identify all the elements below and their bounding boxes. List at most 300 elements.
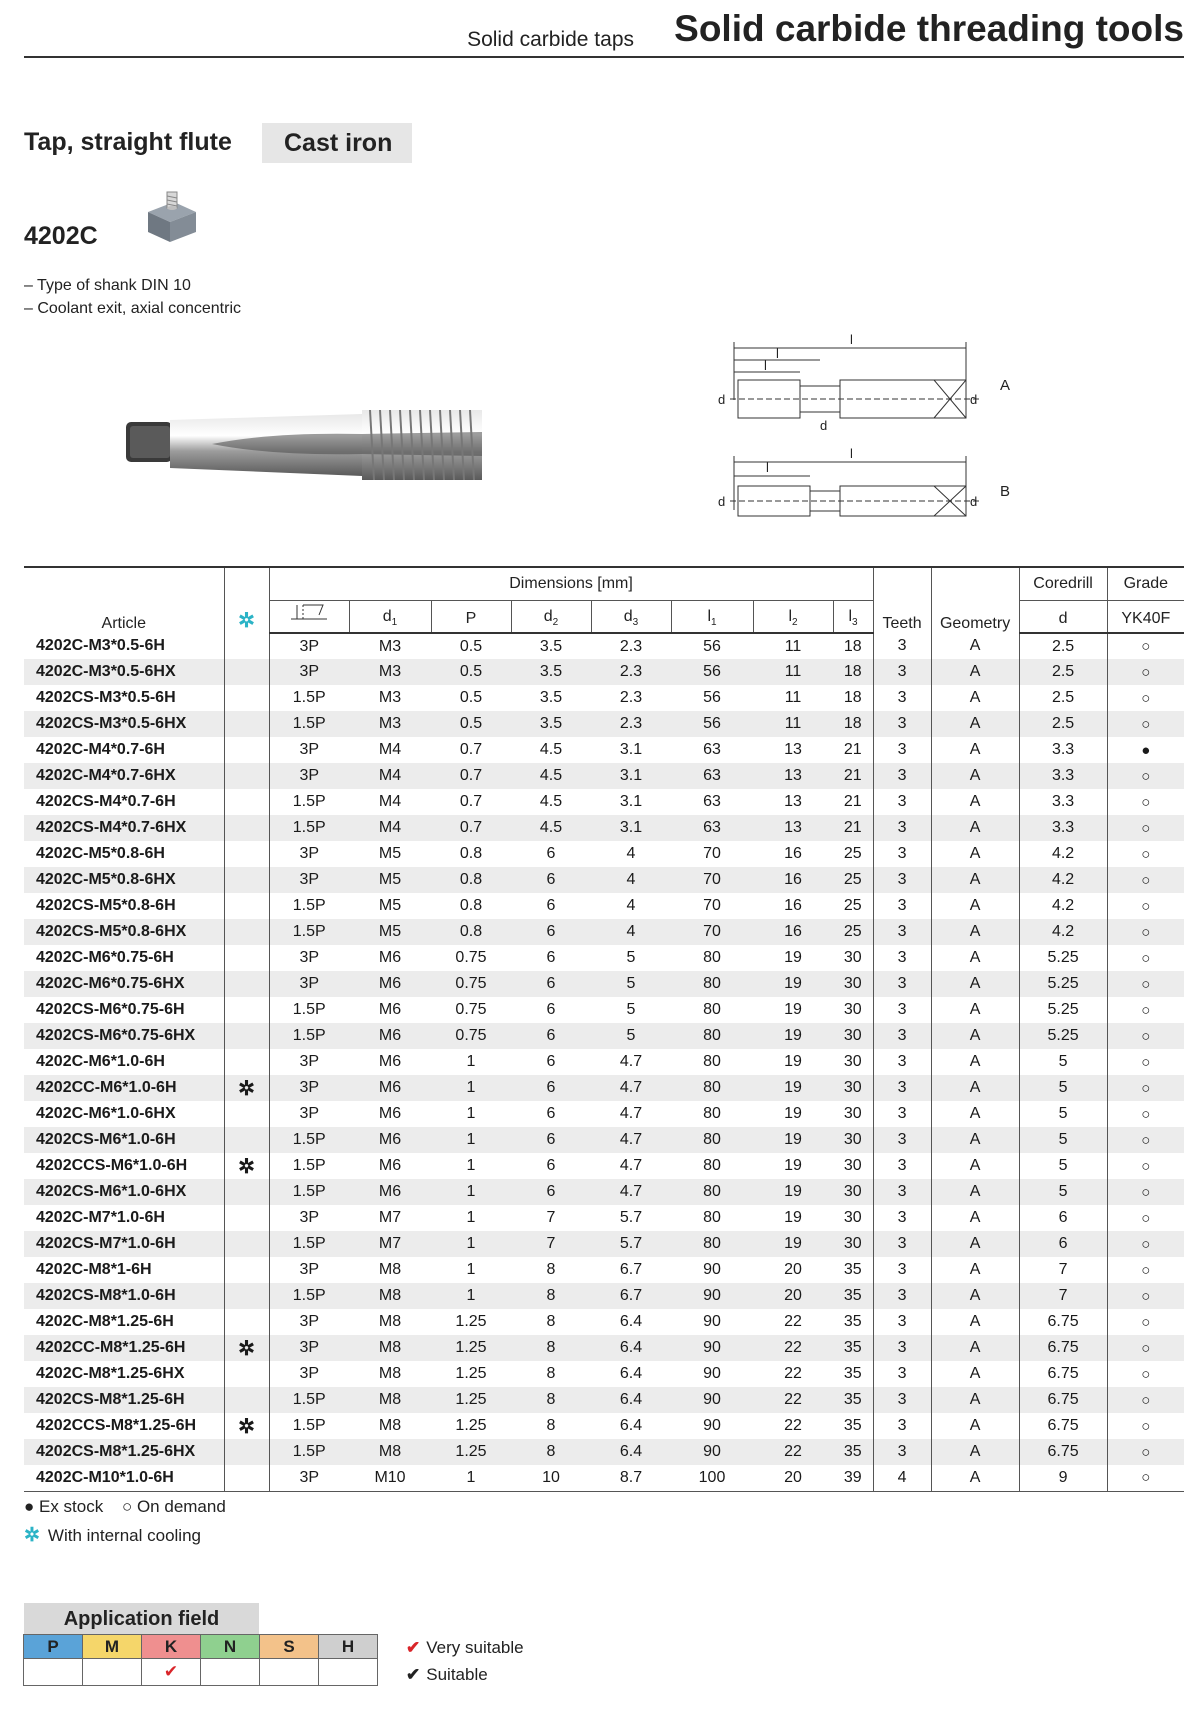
cell-d3: 6.7 <box>619 1261 643 1278</box>
cell-d2: 8 <box>546 1339 556 1356</box>
feature-list <box>24 274 241 320</box>
feature-item: – Type of shank DIN 10 <box>24 277 191 294</box>
cell-l3: 35 <box>843 1287 862 1304</box>
cell-l3: 30 <box>843 1131 862 1148</box>
cell-l2: 19 <box>784 1105 802 1122</box>
cell-l2: 22 <box>784 1365 802 1382</box>
cell-teeth: 3 <box>873 685 931 711</box>
cell-cool: ✲ <box>224 1335 269 1361</box>
cell-d2: 6 <box>546 1131 556 1148</box>
cooling-legend <box>24 1524 201 1547</box>
cell-l1: 80 <box>703 949 721 966</box>
cell-l3: 30 <box>843 1105 862 1122</box>
cell-coredrill: 6.75 <box>1019 1387 1107 1413</box>
cell-chamfer: 1.5P <box>269 997 349 1023</box>
cell-geometry: A <box>931 1335 1019 1361</box>
very-suitable-text: Very suitable <box>426 1638 524 1657</box>
cell-p: 0.75 <box>455 975 487 992</box>
cell-coredrill: 5 <box>1019 1075 1107 1101</box>
col-cooling <box>224 567 269 633</box>
cell-l2: 22 <box>784 1339 802 1356</box>
table-row <box>24 971 1184 997</box>
table-row <box>24 1413 1184 1439</box>
cell-grade: ○ <box>1107 1127 1184 1153</box>
cell-article: 4202CC-M6*1.0-6H <box>36 1079 177 1096</box>
material-tag: Cast iron <box>262 123 412 163</box>
cell-l3: 21 <box>843 793 862 810</box>
cell-l3: 18 <box>843 637 862 655</box>
very-suitable-legend <box>406 1638 524 1658</box>
cell-d1: M10 <box>374 1468 406 1486</box>
cell-p: 1 <box>466 1053 476 1070</box>
cell-grade: ○ <box>1107 633 1184 659</box>
cell-grade: ○ <box>1107 1101 1184 1127</box>
cell-cool <box>224 1361 269 1387</box>
cell-d2: 3.5 <box>539 715 563 732</box>
cell-d2: 8 <box>546 1261 556 1278</box>
cell-d2: 6 <box>546 1027 556 1044</box>
cell-geometry: A <box>931 1283 1019 1309</box>
section-title: Tap, straight flute <box>24 128 232 156</box>
dim-l1-b-label: l <box>850 446 853 461</box>
cell-teeth: 3 <box>873 919 931 945</box>
cell-cool <box>224 997 269 1023</box>
cell-l2: 11 <box>784 663 802 680</box>
cell-l3: 25 <box>843 923 862 940</box>
cell-d1: M6 <box>378 1183 402 1200</box>
cell-coredrill: 5.25 <box>1019 945 1107 971</box>
cell-article: 4202C-M8*1.25-6H <box>36 1313 174 1330</box>
cell-chamfer: 1.5P <box>269 1153 349 1179</box>
cell-grade: ○ <box>1107 1153 1184 1179</box>
cell-l3: 35 <box>843 1313 862 1330</box>
cell-geometry: A <box>931 997 1019 1023</box>
cell-chamfer: 1.5P <box>269 789 349 815</box>
cell-coredrill: 6.75 <box>1019 1361 1107 1387</box>
cell-l1: 56 <box>703 637 721 655</box>
cell-geometry: A <box>931 1309 1019 1335</box>
cell-l1: 63 <box>703 793 721 810</box>
cell-geometry: A <box>931 1049 1019 1075</box>
table-row <box>24 815 1184 841</box>
dim-l2-label: l <box>764 358 767 373</box>
table-row <box>24 945 1184 971</box>
cell-teeth: 3 <box>873 737 931 763</box>
cell-l2: 16 <box>784 923 802 940</box>
table-row <box>24 893 1184 919</box>
cell-d1: M3 <box>378 637 402 655</box>
cell-article: 4202C-M8*1.25-6HX <box>36 1365 185 1382</box>
cell-cool <box>224 1127 269 1153</box>
cell-cool <box>224 1439 269 1465</box>
cell-cool <box>224 737 269 763</box>
cell-geometry: A <box>931 841 1019 867</box>
cell-l1: 70 <box>703 897 721 914</box>
col-d2: $d_2$ <box>511 600 591 633</box>
cell-d3: 3.1 <box>619 767 643 784</box>
cell-l3: 35 <box>843 1339 862 1356</box>
cell-grade: ○ <box>1107 971 1184 997</box>
table-row <box>24 1361 1184 1387</box>
cell-teeth: 3 <box>873 867 931 893</box>
cell-geometry: A <box>931 1205 1019 1231</box>
cell-coredrill: 6 <box>1019 1231 1107 1257</box>
cell-d2: 6 <box>546 1001 556 1018</box>
cell-l3: 30 <box>843 1027 862 1044</box>
cell-coredrill: 5.25 <box>1019 971 1107 997</box>
cell-d2: 6 <box>546 949 556 966</box>
dim-l3-label: l <box>776 346 779 361</box>
cell-article: 4202C-M6*0.75-6H <box>36 949 174 966</box>
cell-l2: 19 <box>784 1183 802 1200</box>
cell-l2: 20 <box>784 1287 802 1304</box>
cell-chamfer: 3P <box>269 841 349 867</box>
cell-coredrill: 6.75 <box>1019 1413 1107 1439</box>
cell-article: 4202C-M7*1.0-6H <box>36 1209 165 1226</box>
cell-d1: M8 <box>378 1261 402 1278</box>
cell-teeth: 3 <box>873 1205 931 1231</box>
table-row <box>24 997 1184 1023</box>
cell-grade: ○ <box>1107 1231 1184 1257</box>
table-row <box>24 711 1184 737</box>
cell-article: 4202C-M6*1.0-6H <box>36 1053 165 1070</box>
cell-d1: M6 <box>378 1001 402 1018</box>
cell-l1: 90 <box>703 1313 721 1330</box>
cell-l1: 90 <box>703 1287 721 1304</box>
cell-l3: 35 <box>843 1443 862 1460</box>
table-row <box>24 685 1184 711</box>
cell-teeth: 4 <box>873 1465 931 1491</box>
cell-grade: ○ <box>1107 1361 1184 1387</box>
cell-l2: 20 <box>784 1261 802 1278</box>
cell-cool <box>224 1231 269 1257</box>
cell-d1: M7 <box>378 1209 402 1226</box>
cell-l2: 22 <box>784 1313 802 1330</box>
cell-d3: 6.4 <box>619 1339 643 1356</box>
cell-article: 4202C-M5*0.8-6H <box>36 845 165 862</box>
cell-p: 0.75 <box>455 949 487 966</box>
cell-l1: 80 <box>703 975 721 992</box>
material-group-k: K <box>141 1634 201 1659</box>
cell-teeth: 3 <box>873 997 931 1023</box>
cell-d3: 5.7 <box>619 1235 643 1252</box>
cell-coredrill: 2.5 <box>1019 659 1107 685</box>
product-table <box>24 566 1184 1492</box>
cell-geometry: A <box>931 1439 1019 1465</box>
cell-chamfer: 1.5P <box>269 919 349 945</box>
cell-teeth: 3 <box>873 1283 931 1309</box>
cell-chamfer: 1.5P <box>269 1023 349 1049</box>
cell-d1: M4 <box>378 819 402 836</box>
suitability-n <box>200 1658 260 1686</box>
cell-l3: 18 <box>843 715 862 732</box>
cell-d1: M4 <box>378 793 402 810</box>
cell-d1: M6 <box>378 1053 402 1070</box>
dimension-drawing <box>700 330 1040 540</box>
cell-teeth: 3 <box>873 971 931 997</box>
cell-l1: 63 <box>703 767 721 784</box>
cell-coredrill: 6.75 <box>1019 1335 1107 1361</box>
col-coredrill-d: d <box>1019 600 1107 633</box>
cell-article: 4202CS-M4*0.7-6HX <box>36 819 187 836</box>
cell-d1: M6 <box>378 1105 402 1122</box>
header-title: Solid carbide threading tools <box>674 8 1184 49</box>
cell-article: 4202CC-M8*1.25-6H <box>36 1339 186 1356</box>
cell-teeth: 3 <box>873 763 931 789</box>
cell-l3: 35 <box>843 1417 862 1434</box>
cell-chamfer: 1.5P <box>269 1413 349 1439</box>
cell-cool <box>224 971 269 997</box>
cell-chamfer: 3P <box>269 659 349 685</box>
cell-d3: 4.7 <box>619 1131 643 1148</box>
cell-l1: 56 <box>703 715 721 732</box>
cell-teeth: 3 <box>873 1231 931 1257</box>
suitability-m <box>82 1658 142 1686</box>
cell-d3: 4 <box>626 871 636 888</box>
dim-d2-label: d <box>970 392 978 407</box>
cell-l2: 13 <box>784 819 802 836</box>
cooling-icon: ✲ <box>238 610 255 632</box>
cell-p: 0.75 <box>455 1001 487 1018</box>
cell-chamfer: 1.5P <box>269 685 349 711</box>
application-field-title: Application field <box>24 1603 259 1635</box>
dim-d2-b-label: d <box>970 494 978 509</box>
cell-grade: ○ <box>1107 685 1184 711</box>
cell-l3: 25 <box>843 871 862 888</box>
cell-d1: M5 <box>378 923 402 940</box>
cell-l1: 80 <box>703 1183 721 1200</box>
cell-d1: M8 <box>378 1391 402 1408</box>
cell-p: 1.25 <box>455 1417 487 1434</box>
cell-grade: ○ <box>1107 841 1184 867</box>
cell-article: 4202CS-M7*1.0-6H <box>36 1235 176 1252</box>
cell-l3: 30 <box>843 1157 862 1174</box>
cell-teeth: 3 <box>873 1179 931 1205</box>
cell-chamfer: 3P <box>269 945 349 971</box>
cell-p: 1 <box>466 1157 476 1174</box>
cell-l1: 90 <box>703 1417 721 1434</box>
cell-coredrill: 5.25 <box>1019 997 1107 1023</box>
table-row <box>24 1153 1184 1179</box>
application-grid <box>24 1635 380 1686</box>
cell-d3: 2.3 <box>619 663 643 680</box>
cell-d3: 2.3 <box>619 637 643 655</box>
cell-chamfer: 1.5P <box>269 1127 349 1153</box>
cell-d3: 2.3 <box>619 715 643 732</box>
cell-d2: 6 <box>546 1053 556 1070</box>
legend-ex-stock: ● Ex stock <box>24 1497 104 1516</box>
cell-teeth: 3 <box>873 633 931 659</box>
cell-teeth: 3 <box>873 893 931 919</box>
cell-cool <box>224 763 269 789</box>
suitability-h <box>318 1658 378 1686</box>
cell-p: 1 <box>466 1235 476 1252</box>
material-group-p: P <box>23 1634 83 1659</box>
table-row <box>24 1049 1184 1075</box>
cell-coredrill: 5 <box>1019 1127 1107 1153</box>
cell-l2: 19 <box>784 1053 802 1070</box>
cell-d1: M3 <box>378 715 402 732</box>
cell-l2: 16 <box>784 897 802 914</box>
cell-d2: 6 <box>546 871 556 888</box>
cell-chamfer: 1.5P <box>269 1387 349 1413</box>
cell-d2: 4.5 <box>539 767 563 784</box>
table-row <box>24 1231 1184 1257</box>
group-grade: Grade <box>1107 567 1184 600</box>
cell-geometry: A <box>931 685 1019 711</box>
cell-article: 4202CS-M6*0.75-6HX <box>36 1027 196 1044</box>
cell-coredrill: 6.75 <box>1019 1309 1107 1335</box>
cell-cool: ✲ <box>224 1075 269 1101</box>
cell-d3: 2.3 <box>619 689 643 706</box>
col-chamfer <box>269 600 349 633</box>
cell-d2: 4.5 <box>539 793 563 810</box>
cell-l1: 80 <box>703 1235 721 1252</box>
cell-chamfer: 1.5P <box>269 1439 349 1465</box>
cell-d1: M8 <box>378 1339 402 1356</box>
cell-article: 4202CS-M4*0.7-6H <box>36 793 176 810</box>
cell-l1: 56 <box>703 663 721 680</box>
page-header <box>24 8 1184 58</box>
cell-teeth: 3 <box>873 1153 931 1179</box>
cell-chamfer: 3P <box>269 633 349 659</box>
cell-chamfer: 3P <box>269 1205 349 1231</box>
cell-geometry: A <box>931 1413 1019 1439</box>
cell-coredrill: 6 <box>1019 1205 1107 1231</box>
cell-grade: ○ <box>1107 1179 1184 1205</box>
cell-p: 0.7 <box>459 819 483 836</box>
cell-l2: 19 <box>784 1027 802 1044</box>
cell-l3: 30 <box>843 949 862 966</box>
cell-chamfer: 3P <box>269 1361 349 1387</box>
cell-geometry: A <box>931 1465 1019 1491</box>
cell-d3: 6.4 <box>619 1443 643 1460</box>
cell-chamfer: 1.5P <box>269 1231 349 1257</box>
cell-cool <box>224 659 269 685</box>
cell-l1: 80 <box>703 1001 721 1018</box>
cell-p: 1 <box>466 1468 476 1486</box>
table-row <box>24 867 1184 893</box>
cell-article: 4202CCS-M6*1.0-6H <box>36 1157 188 1174</box>
cell-d3: 4.7 <box>619 1157 643 1174</box>
cell-coredrill: 6.75 <box>1019 1439 1107 1465</box>
cell-grade: ○ <box>1107 1465 1184 1491</box>
cell-p: 1.25 <box>455 1391 487 1408</box>
cell-teeth: 3 <box>873 815 931 841</box>
material-group-n: N <box>200 1634 260 1659</box>
cell-article: 4202C-M3*0.5-6HX <box>36 663 176 680</box>
cell-d2: 7 <box>546 1235 556 1252</box>
very-suitable-check-icon: ✔ <box>406 1638 421 1657</box>
col-l1: $l_1$ <box>671 600 753 633</box>
header-subtitle: Solid carbide taps <box>467 28 634 51</box>
cell-p: 0.5 <box>459 715 483 732</box>
col-d1: $d_1$ <box>349 600 431 633</box>
cell-article: 4202CS-M8*1.25-6HX <box>36 1443 196 1460</box>
cell-grade: ○ <box>1107 1049 1184 1075</box>
cell-coredrill: 5 <box>1019 1153 1107 1179</box>
cell-cool <box>224 841 269 867</box>
cell-d1: M5 <box>378 845 402 862</box>
cell-grade: ○ <box>1107 711 1184 737</box>
cell-d2: 8 <box>546 1391 556 1408</box>
cell-chamfer: 3P <box>269 1465 349 1491</box>
cell-chamfer: 1.5P <box>269 711 349 737</box>
cell-geometry: A <box>931 1387 1019 1413</box>
cell-p: 0.8 <box>459 897 483 914</box>
cell-cool: ✲ <box>224 1413 269 1439</box>
cell-grade: ○ <box>1107 1205 1184 1231</box>
cell-coredrill: 5 <box>1019 1101 1107 1127</box>
cell-cool <box>224 867 269 893</box>
cell-geometry: A <box>931 1101 1019 1127</box>
cell-article: 4202C-M4*0.7-6H <box>36 741 165 758</box>
cell-article: 4202CS-M3*0.5-6HX <box>36 715 187 732</box>
cell-chamfer: 3P <box>269 1049 349 1075</box>
table-row <box>24 1465 1184 1491</box>
table-row <box>24 1101 1184 1127</box>
product-code: 4202C <box>24 222 98 250</box>
cell-grade: ○ <box>1107 997 1184 1023</box>
cell-l3: 25 <box>843 845 862 862</box>
cell-article: 4202CS-M5*0.8-6H <box>36 897 176 914</box>
cell-l2: 11 <box>784 715 802 732</box>
cell-p: 1 <box>466 1079 476 1096</box>
cell-l2: 22 <box>784 1391 802 1408</box>
cell-d2: 10 <box>542 1468 560 1486</box>
cell-l1: 90 <box>703 1443 721 1460</box>
cell-chamfer: 3P <box>269 1309 349 1335</box>
cell-l3: 25 <box>843 897 862 914</box>
cell-d2: 6 <box>546 1105 556 1122</box>
cell-l2: 22 <box>784 1443 802 1460</box>
cell-grade: ○ <box>1107 1439 1184 1465</box>
cell-d3: 6.4 <box>619 1365 643 1382</box>
cell-cool <box>224 945 269 971</box>
cell-cool <box>224 711 269 737</box>
cell-d3: 6.4 <box>619 1313 643 1330</box>
application-field <box>24 1603 380 1686</box>
cell-cool <box>224 1309 269 1335</box>
table-row <box>24 1283 1184 1309</box>
cell-coredrill: 7 <box>1019 1257 1107 1283</box>
cell-article: 4202C-M8*1-6H <box>36 1261 152 1278</box>
table-row <box>24 1387 1184 1413</box>
cell-geometry: A <box>931 1075 1019 1101</box>
cell-grade: ○ <box>1107 1257 1184 1283</box>
cell-d2: 8 <box>546 1313 556 1330</box>
table-row <box>24 1075 1184 1101</box>
cell-d1: M6 <box>378 1027 402 1044</box>
cell-grade: ○ <box>1107 945 1184 971</box>
table-row <box>24 633 1184 659</box>
cell-l3: 35 <box>843 1261 862 1278</box>
cell-teeth: 3 <box>873 1101 931 1127</box>
cell-chamfer: 3P <box>269 763 349 789</box>
cell-l1: 80 <box>703 1027 721 1044</box>
cell-geometry: A <box>931 1023 1019 1049</box>
cell-d1: M8 <box>378 1313 402 1330</box>
cell-article: 4202CS-M6*0.75-6H <box>36 1001 185 1018</box>
cell-l3: 18 <box>843 689 862 706</box>
cell-article: 4202C-M5*0.8-6HX <box>36 871 176 888</box>
col-geometry: Geometry <box>931 567 1019 633</box>
cell-cool <box>224 893 269 919</box>
cell-l1: 63 <box>703 819 721 836</box>
cell-l3: 21 <box>843 819 862 836</box>
cell-l3: 21 <box>843 741 862 758</box>
cell-teeth: 3 <box>873 1023 931 1049</box>
